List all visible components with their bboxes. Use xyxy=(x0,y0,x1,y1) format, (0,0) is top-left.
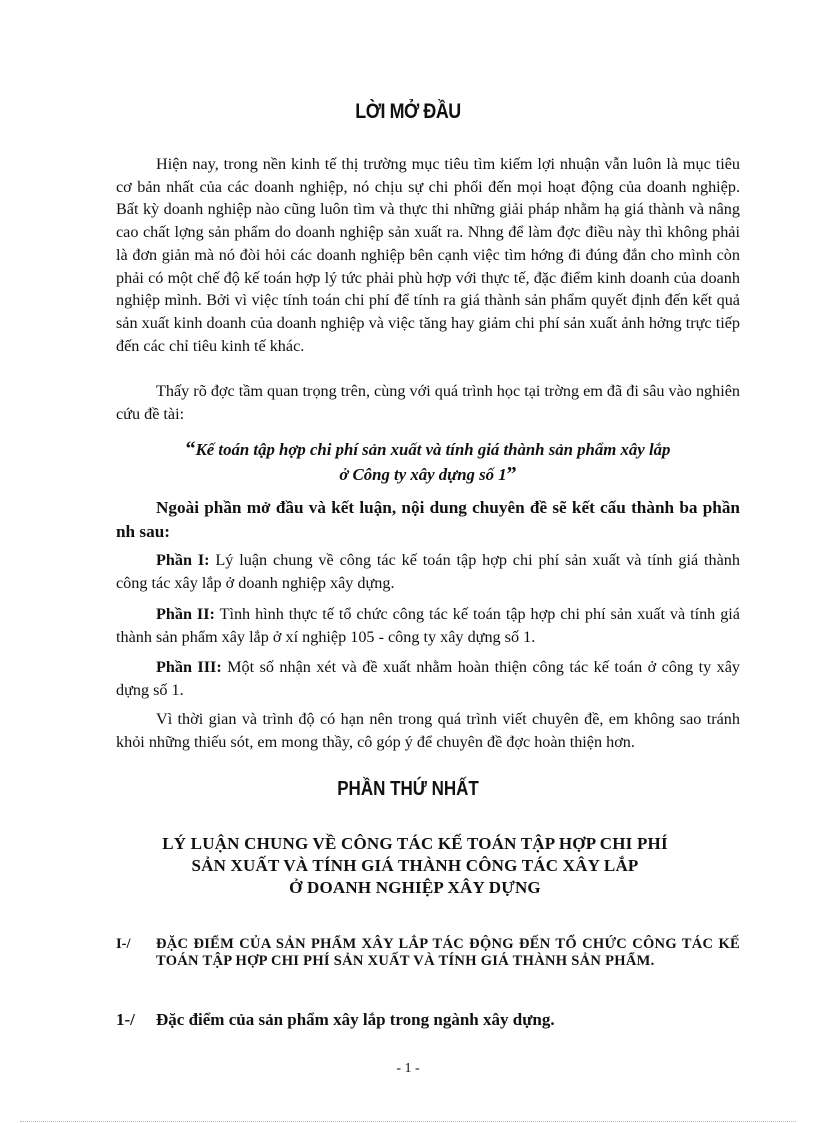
document-title: LỜI MỞ ĐẦU xyxy=(355,100,461,123)
heading-2-number: 1-/ xyxy=(116,1010,135,1029)
section-title: PHẦN THỨ NHẤT xyxy=(337,778,479,800)
part-1-paragraph: Phần I: Lý luận chung về công tác kế toán tập hợp chi phí sản xuất và tính giá thành công tác xây lắp ở doanh nghiệp xây dựng. xyxy=(116,551,740,592)
intro-paragraph: Hiện nay, trong nền kinh tế thị trường mục tiêu tìm kiếm lợi nhuận vẫn luôn là mục tiêu cơ bản nhất của các doanh nghiệp, nó chịu sự chi phối đến mọi hoạt động của doanh nghiệp. Bất kỳ doanh nghiệp nào cũng luôn tìm và thực thi những giải pháp nhằm hạ giá thành và nâng cao chất lợng sản phẩm do doanh nghiệp sản xuất ra. Nhng để làm đợc điều này thì không phải là đơn giản mà nó đòi hỏi các doanh nghiệp bên cạnh việc tìm hớng đi đúng đắn cho mình còn phải có một chế độ kế toán hợp lý tức phải phù hợp với thực tế, đặc điểm kinh doanh của doanh nghiệp mình. Bởi vì việc tính toán chi phí để tính ra giá thành sản phẩm quyết định đến kết quả sản xuất kinh doanh của doanh nghiệp và việc tăng hay giảm chi phí sản xuất ảnh hởng trực tiếp đến các chỉ tiêu kinh tế khác. xyxy=(116,155,740,355)
heading-1-text: ĐẶC ĐIỂM CỦA SẢN PHẨM XÂY LẮP TÁC ĐỘNG ĐẾN TỔ CHỨC CÔNG TÁC KẾ TOÁN TẬP HỢP CHI PHÍ SẢN XUẤT VÀ TÍNH GIÁ THÀNH SẢN PHẨM. xyxy=(156,936,740,969)
part-1-label: Phần I: xyxy=(156,551,210,569)
page-bottom-divider xyxy=(20,1121,796,1122)
section-subtitle-line: LÝ LUẬN CHUNG VỀ CÔNG TÁC KẾ TOÁN TẬP HỢP CHI PHÍ xyxy=(162,834,668,853)
section-subtitle xyxy=(100,833,730,899)
closing-paragraph: Vì thời gian và trình độ có hạn nên trong quá trình viết chuyên đề, em không sao tránh khỏi những thiếu sót, em mong thầy, cô góp ý để chuyên đề đợc hoàn thiện hơn. xyxy=(116,710,740,751)
topic-line-2: ở Công ty xây dựng số 1” xyxy=(339,463,517,485)
open-quote: “ xyxy=(185,438,196,460)
section-subtitle-line: Ở DOANH NGHIỆP XÂY DỰNG xyxy=(289,878,541,897)
page-number: - 1 - xyxy=(396,1061,420,1076)
part-2-label: Phần II: xyxy=(156,605,215,623)
part-3-paragraph: Phần III: Một số nhận xét và đề xuất nhằm hoàn thiện công tác kế toán ở công ty xây dựng số 1. xyxy=(116,658,740,699)
topic-line-1: “Kế toán tập hợp chi phí sản xuất và tính giá thành sản phẩm xây lắp xyxy=(185,438,671,460)
section-subtitle-line: SẢN XUẤT VÀ TÍNH GIÁ THÀNH CÔNG TÁC XÂY LẮP xyxy=(191,856,639,875)
part-3-label: Phần III: xyxy=(156,658,222,676)
part-2-paragraph: Phần II: Tình hình thực tế tổ chức công tác kế toán tập hợp chi phí sản xuất và tính giá thành sản phẩm xây lắp ở xí nghiệp 105 - công ty xây dựng số 1. xyxy=(116,605,740,646)
heading-2-text: Đặc điểm của sản phẩm xây lắp trong ngành xây dựng. xyxy=(156,1010,555,1029)
intro-paragraph-2: Thấy rõ đợc tầm quan trọng trên, cùng với quá trình học tại trờng em đã đi sâu vào nghiên cứu đề tài: xyxy=(116,382,740,423)
structure-paragraph: Ngoài phần mở đầu và kết luận, nội dung chuyên đề sẽ kết cấu thành ba phần nh sau: xyxy=(116,498,740,541)
close-quote: ” xyxy=(506,463,517,485)
topic-title xyxy=(116,437,740,487)
heading-1-number: I-/ xyxy=(116,936,131,952)
